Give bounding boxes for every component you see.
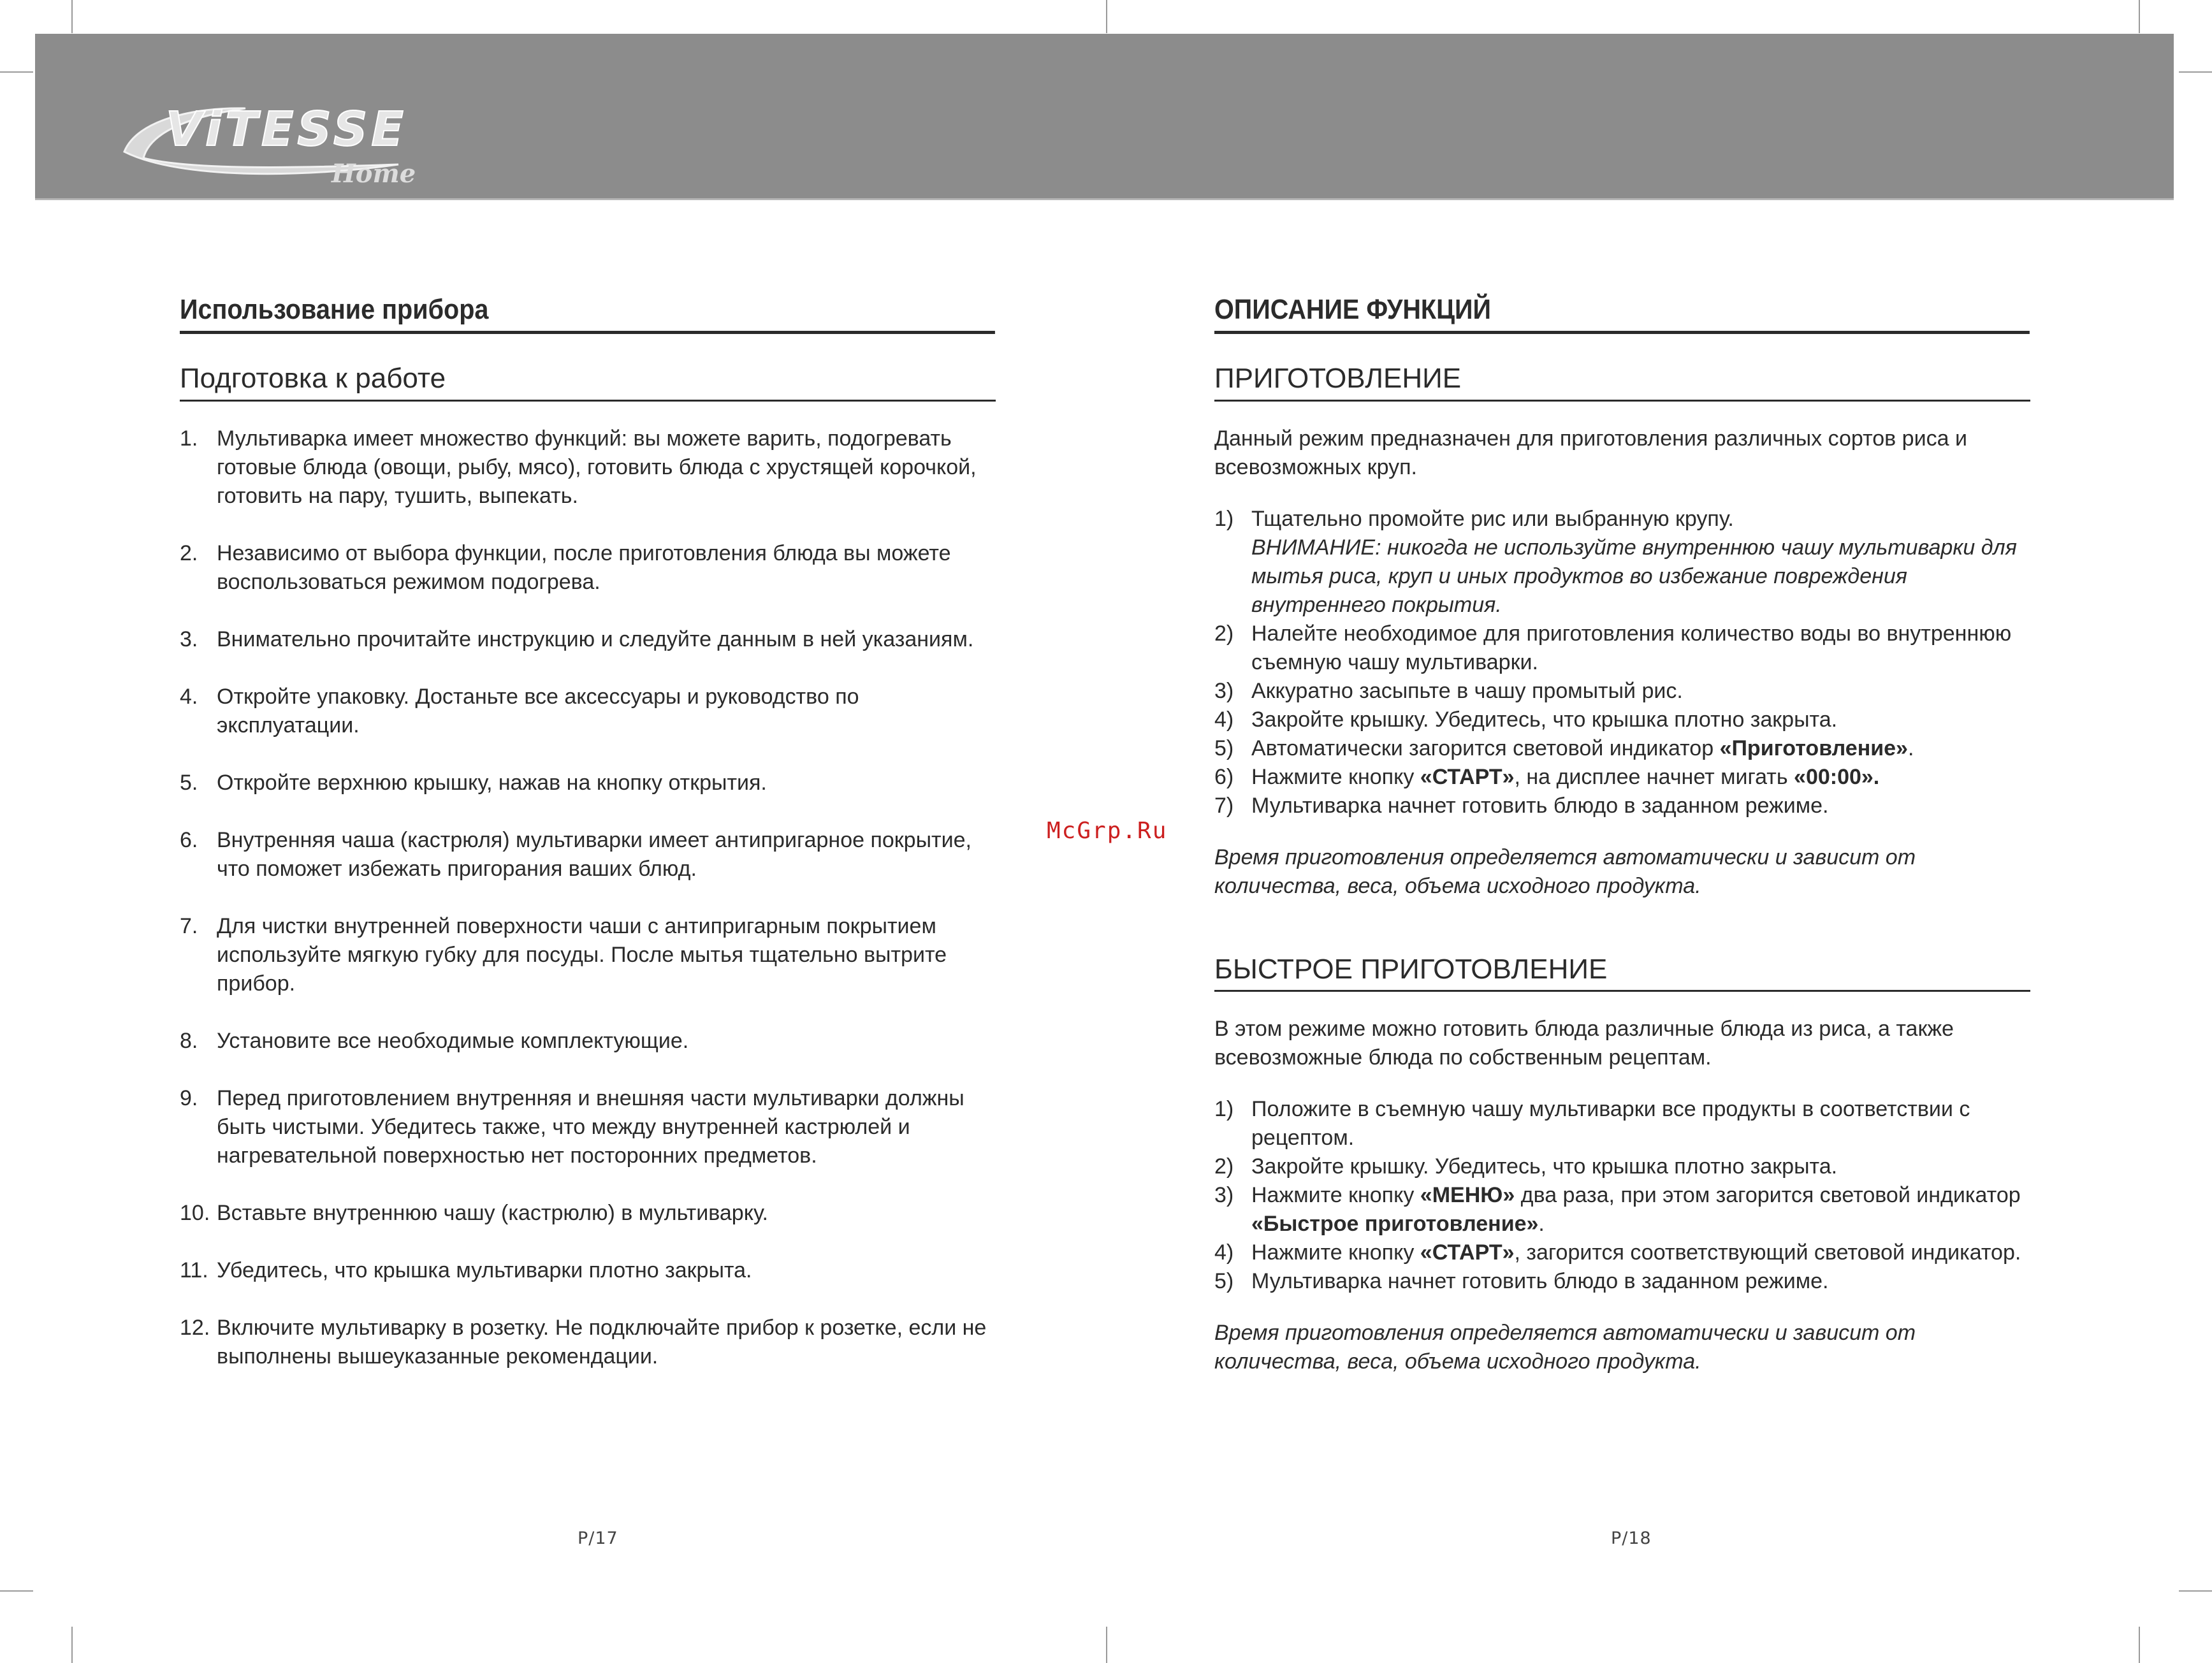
list-item (1214, 763, 2030, 792)
item-number: 1. (180, 426, 198, 451)
item-text (1251, 1181, 2030, 1238)
item-number: 3) (1214, 1183, 1234, 1208)
list-item (1214, 1267, 2030, 1296)
item-number: 4. (180, 684, 198, 709)
item-text: Мультиварка имеет множество функций: вы можете варить, подогревать готовые блюда (овощи, рыбу, мясо), готовить блюда с хрустящей корочкой, готовить на пару, тушить, выпекать. (217, 426, 977, 508)
display-value: «00:00». (1794, 764, 1880, 789)
list-item (180, 1027, 996, 1056)
button-name: «МЕНЮ» (1420, 1183, 1515, 1208)
item-number: 4) (1214, 1240, 1234, 1265)
item-number: 2. (180, 541, 198, 565)
crop-mark (71, 1627, 73, 1663)
list-item (180, 769, 996, 797)
section-intro: Данный режим предназначен для приготовления различных сортов риса и всевозможных круп. (1214, 426, 1967, 479)
list-item (180, 912, 996, 998)
section-intro: В этом режиме можно готовить блюда различные блюда из риса, а также всевозможные блюда по собственным рецептам. (1214, 1017, 1954, 1070)
list-item (180, 1199, 996, 1228)
item-text: Откройте упаковку. Достаньте все аксессуары и руководство по эксплуатации. (217, 684, 859, 737)
item-text (1251, 1238, 2030, 1267)
crop-mark (0, 1590, 33, 1592)
indicator-name: «Приготовление» (1719, 736, 1908, 760)
page-number-right: P/18 (1611, 1529, 1652, 1548)
crop-mark (2139, 0, 2140, 33)
item-text: Вставьте внутреннюю чашу (кастрюлю) в мультиварку. (217, 1200, 768, 1225)
right-page-title: ОПИСАНИЕ ФУНКЦИЙ (1214, 293, 2030, 334)
item-text: Внутренняя чаша (кастрюля) мультиварки имеет антипригарное покрытие, что поможет избежать пригорания ваших блюд. (217, 827, 971, 881)
text-run: два раза, при этом загорится световой индикатор (1515, 1183, 2021, 1208)
text-run: , на дисплее начнет мигать (1514, 764, 1794, 789)
item-number: 2) (1214, 1154, 1234, 1179)
logo-wordmark: ViTESSE (166, 102, 407, 157)
item-number: 1) (1214, 506, 1234, 531)
crop-mark (1106, 1627, 1107, 1663)
text-run: Нажмите кнопку (1251, 1183, 1420, 1208)
section-note: Время приготовления определяется автоматически и зависит от количества, веса, объема исходного продукта. (1214, 1321, 1916, 1374)
crop-mark (2139, 1627, 2140, 1663)
item-number: 1) (1214, 1097, 1234, 1122)
watermark[interactable]: McGrp.Ru (1047, 818, 1168, 844)
item-number: 5. (180, 770, 198, 795)
right-column (1214, 293, 2030, 1376)
section-heading-quick-cooking: БЫСТРОЕ ПРИГОТОВЛЕНИЕ (1214, 953, 2030, 992)
list-item (180, 1314, 996, 1371)
item-text: Убедитесь, что крышка мультиварки плотно закрыта. (217, 1258, 752, 1282)
left-column (180, 293, 996, 1400)
item-number: 9. (180, 1086, 198, 1110)
logo-subtitle: Home (331, 159, 416, 189)
item-text (1251, 763, 2030, 792)
item-number: 7) (1214, 793, 1234, 818)
text-run: Автоматически загорится световой индикатор (1251, 736, 1720, 760)
text-run: . (1538, 1212, 1545, 1237)
button-name: «СТАРТ» (1420, 1240, 1515, 1265)
item-number: 12. (180, 1315, 210, 1340)
item-text (1251, 734, 2030, 763)
item-text: Откройте верхнюю крышку, нажав на кнопку открытия. (217, 770, 767, 795)
list-item (180, 826, 996, 883)
list-item (180, 425, 996, 511)
item-number: 8. (180, 1028, 198, 1053)
item-number: 11. (180, 1258, 208, 1282)
item-text: Аккуратно засыпьте в чашу промытый рис. (1251, 678, 1683, 703)
item-number: 3) (1214, 678, 1234, 703)
item-number: 10. (180, 1200, 210, 1225)
list-item (180, 539, 996, 597)
cooking-steps (1214, 505, 2030, 820)
indicator-name: «Быстрое приготовление» (1251, 1212, 1539, 1237)
item-number: 3. (180, 627, 198, 651)
item-number: 5) (1214, 736, 1234, 760)
item-text: Перед приготовлением внутренняя и внешняя части мультиварки должны быть чистыми. Убедитесь также, что между внутренней кастрюлей и нагревательной поверхностью нет посторонних предметов. (217, 1086, 964, 1168)
item-text: Налейте необходимое для приготовления количество воды во внутреннюю съемную чашу мультиварки. (1251, 621, 2012, 674)
item-number: 7. (180, 913, 198, 938)
item-text: Установите все необходимые комплектующие. (217, 1028, 689, 1053)
list-item (180, 625, 996, 654)
list-item (180, 683, 996, 740)
item-number: 4) (1214, 707, 1234, 732)
list-item (180, 1256, 996, 1285)
left-page-title: Использование прибора (180, 293, 995, 334)
item-text (1251, 505, 2030, 620)
left-section-heading: Подготовка к работе (180, 362, 996, 402)
preparation-list (180, 425, 996, 1371)
list-item (1214, 505, 2030, 620)
list-item (1214, 1238, 2030, 1267)
page-number-left: P/17 (578, 1529, 618, 1548)
list-item (1214, 734, 2030, 763)
crop-mark (1106, 0, 1107, 33)
text-run: Нажмите кнопку (1251, 764, 1420, 789)
list-item (1214, 1181, 2030, 1238)
section-note: Время приготовления определяется автоматически и зависит от количества, веса, объема исходного продукта. (1214, 845, 1916, 898)
text-run: Нажмите кнопку (1251, 1240, 1420, 1265)
list-item (1214, 677, 2030, 706)
button-name: «СТАРТ» (1420, 764, 1515, 789)
item-text: Закройте крышку. Убедитесь, что крышка плотно закрыта. (1251, 1154, 1838, 1179)
item-text: Закройте крышку. Убедитесь, что крышка плотно закрыта. (1251, 707, 1838, 732)
list-item (1214, 1152, 2030, 1181)
list-item (1214, 792, 2030, 820)
list-item (1214, 706, 2030, 734)
list-item (1214, 1095, 2030, 1152)
item-text: Мультиварка начнет готовить блюдо в заданном режиме. (1251, 793, 1829, 818)
crop-mark (0, 71, 33, 73)
item-number: 5) (1214, 1269, 1234, 1294)
item-number: 6) (1214, 764, 1234, 789)
list-item (1214, 620, 2030, 677)
text-run: . (1907, 736, 1914, 760)
item-text: Для чистки внутренней поверхности чаши с антипригарным покрытием используйте мягкую губку для посуды. После мытья тщательно вытрите прибор. (217, 913, 947, 996)
crop-mark (71, 0, 73, 33)
text-run: , загорится соответствующий световой индикатор. (1514, 1240, 2021, 1265)
item-text: Независимо от выбора функции, после приготовления блюда вы можете воспользоваться режимом подогрева. (217, 541, 951, 594)
item-text: Мультиварка начнет готовить блюдо в заданном режиме. (1251, 1269, 1829, 1294)
item-number: 2) (1214, 621, 1234, 646)
crop-mark (2179, 71, 2212, 73)
quick-cooking-steps (1214, 1095, 2030, 1296)
crop-mark (2179, 1590, 2212, 1592)
item-text: Внимательно прочитайте инструкцию и следуйте данным в ней указаниям. (217, 627, 974, 651)
step-text: Тщательно промойте рис или выбранную крупу. (1251, 506, 1734, 531)
warning-note: ВНИМАНИЕ: никогда не используйте внутреннюю чашу мультиварки для мытья риса, круп и иных продуктов во избежание повреждения внутреннего покрытия. (1251, 535, 2017, 617)
item-text: Включите мультиварку в розетку. Не подключайте прибор к розетке, если не выполнены вышеуказанные рекомендации. (217, 1315, 987, 1369)
section-heading-cooking: ПРИГОТОВЛЕНИЕ (1214, 362, 2030, 402)
vitesse-logo (118, 94, 424, 190)
list-item (180, 1084, 996, 1170)
item-text: Положите в съемную чашу мультиварки все продукты в соответствии с рецептом. (1251, 1097, 1970, 1151)
item-number: 6. (180, 827, 198, 852)
